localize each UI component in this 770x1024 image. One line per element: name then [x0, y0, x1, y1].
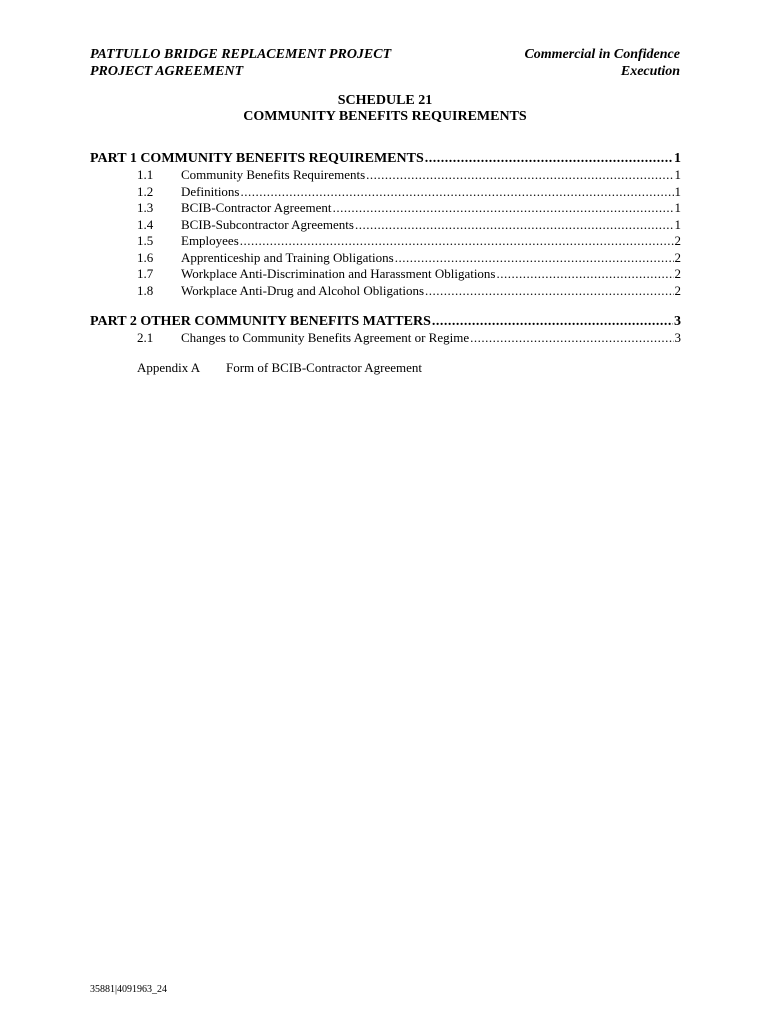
toc-entry-number: 1.2	[137, 183, 154, 199]
toc-entry-number: 1.1	[137, 167, 154, 182]
toc-entry-label: Definitions	[181, 183, 240, 199]
header-right	[524, 46, 680, 80]
toc-leader	[241, 184, 674, 201]
toc-entry-label: BCIB-Contractor Agreement	[181, 200, 332, 215]
toc-leader	[355, 217, 674, 234]
toc-entry-label: Employees	[181, 233, 239, 248]
toc-page-number: 2	[674, 249, 681, 265]
toc-entry-label: Workplace Anti-Drug and Alcohol Obligations	[181, 282, 425, 298]
toc-entry[interactable]	[90, 250, 681, 267]
toc-entry[interactable]	[90, 167, 681, 184]
toc-leader	[497, 266, 674, 283]
header-left	[90, 46, 391, 80]
appendix-title: Form of BCIB-Contractor Agreement	[226, 360, 423, 375]
toc-entry-label: Apprenticeship and Training Obligations	[181, 249, 394, 265]
toc-entry-number: 1.7	[137, 266, 154, 281]
document-id: 35881|4091963_24	[90, 984, 168, 995]
toc-entry-number: 1.3	[137, 200, 154, 215]
schedule-title: SCHEDULE 21	[337, 93, 433, 108]
toc-page-number: 2	[674, 266, 681, 281]
schedule-title-block	[0, 93, 770, 125]
toc-page-number: 1	[674, 200, 681, 215]
toc-leader	[395, 250, 674, 267]
toc-entry[interactable]	[90, 184, 681, 201]
toc-entry-number: 1.5	[137, 233, 154, 248]
toc-entry[interactable]	[90, 217, 681, 234]
toc-page-number: 3	[674, 314, 681, 329]
toc-entry[interactable]	[90, 200, 681, 217]
toc-leader	[432, 313, 673, 330]
toc-entry-label: Community Benefits Requirements	[181, 167, 366, 182]
toc-part-label: PART 1 COMMUNITY BENEFITS REQUIREMENTS	[90, 151, 424, 166]
confidentiality-label: Commercial in Confidence	[524, 47, 680, 62]
toc-leader	[425, 283, 673, 300]
toc-page-number: 1	[674, 216, 681, 232]
toc-part-label: PART 2 OTHER COMMUNITY BENEFITS MATTERS	[90, 314, 431, 329]
toc-entry[interactable]	[90, 233, 681, 250]
toc-page-number: 3	[674, 330, 681, 345]
toc-leader	[333, 200, 674, 217]
toc-entry[interactable]	[90, 283, 681, 300]
project-name: PATTULLO BRIDGE REPLACEMENT PROJECT	[90, 47, 392, 62]
schedule-subtitle: COMMUNITY BENEFITS REQUIREMENTS	[243, 109, 527, 124]
toc-page-number: 1	[674, 151, 681, 166]
toc-entry-number: 1.4	[137, 216, 154, 232]
appendix-entry[interactable]	[137, 360, 422, 376]
toc-entry-number: 2.1	[137, 330, 154, 345]
toc-part-2	[90, 313, 681, 347]
toc-leader	[425, 150, 673, 167]
toc-page-number: 2	[674, 233, 681, 248]
toc-page-number: 2	[674, 282, 681, 298]
toc-page-number: 1	[674, 167, 681, 182]
toc-entry-label: Workplace Anti-Discrimination and Harassment Obligations	[181, 266, 496, 281]
toc-part-heading[interactable]	[90, 150, 681, 167]
toc-entry-label: Changes to Community Benefits Agreement or Regime	[181, 330, 470, 345]
toc-entry-number: 1.8	[137, 282, 154, 298]
toc-leader	[470, 330, 673, 347]
version-label: Execution	[620, 64, 680, 79]
toc-part-heading[interactable]	[90, 313, 681, 330]
appendix-label: Appendix A	[137, 360, 201, 375]
toc-entry[interactable]	[90, 266, 681, 283]
toc-entry-number: 1.6	[137, 249, 154, 265]
toc-entry[interactable]	[90, 330, 681, 347]
toc-leader	[240, 233, 674, 250]
agreement-name: PROJECT AGREEMENT	[90, 64, 244, 79]
toc-page-number: 1	[674, 183, 681, 199]
toc-entry-label: BCIB-Subcontractor Agreements	[181, 216, 354, 232]
toc-leader	[366, 167, 673, 184]
toc-part-1	[90, 150, 681, 299]
